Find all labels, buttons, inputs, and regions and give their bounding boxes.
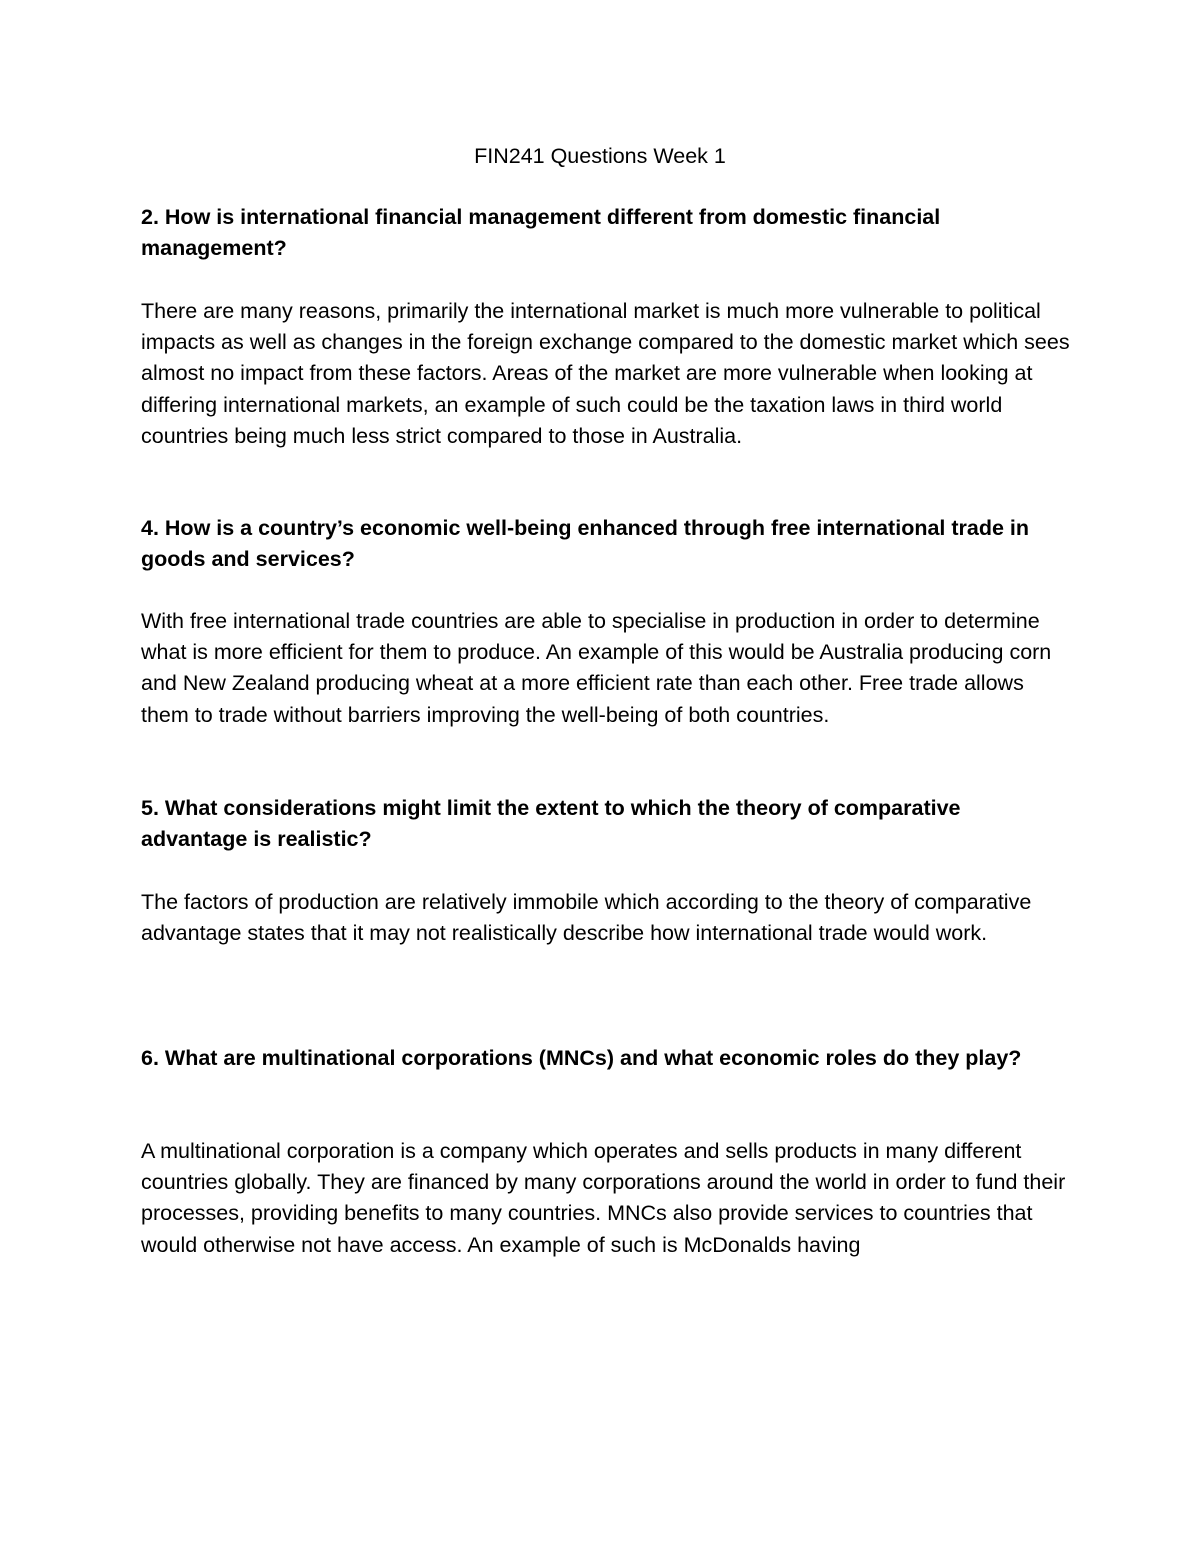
question-2: 2. How is international financial management different from domestic financial management? [141,205,941,261]
question-5: 5. What considerations might limit the extent to which the theory of comparative advantage is realistic? [141,796,961,852]
question-6: 6. What are multinational corporations (MNCs) and what economic roles do they play? [141,1046,1022,1070]
answer-4: With free international trade countries are able to specialise in production in order to determine what is more efficient for them to produce. An example of this would be Australia producing corn and New Zealand producing wheat at a more efficient rate than each other. Free trade allows them to trade without barriers improving the well-being of both countries. [141,609,1052,727]
question-4: 4. How is a country’s economic well-being enhanced through free international trade in goods and services? [141,516,1030,572]
answer-6: A multinational corporation is a company which operates and sells products in many different countries globally. They are financed by many corporations around the world in order to fund their processes, providing benefits to many countries. MNCs also provide services to countries that would otherwise not have access. An example of such is McDonalds having [141,1139,1066,1257]
answer-5: The factors of production are relatively immobile which according to the theory of comparative advantage states that it may not realistically describe how international trade would work. [141,890,1032,946]
document-title: FIN241 Questions Week 1 [474,144,726,168]
answer-2: There are many reasons, primarily the international market is much more vulnerable to political impacts as well as changes in the foreign exchange compared to the domestic market which sees almost no impact from these factors. Areas of the market are more vulnerable when looking at differing international markets, an example of such could be the taxation laws in third world countries being much less strict compared to those in Australia. [141,299,1070,448]
